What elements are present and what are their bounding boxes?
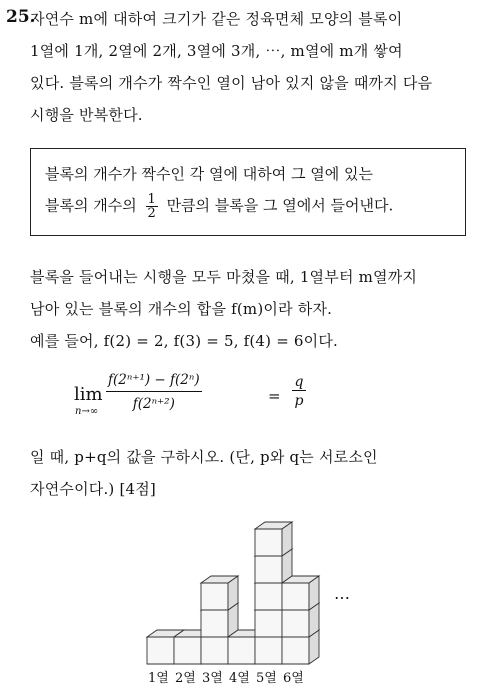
block-front-face xyxy=(282,637,309,664)
after-line-2: 남아 있는 블록의 개수의 합을 f(m)이라 하자. xyxy=(30,300,333,318)
formula-numerator: f(2ⁿ⁺¹) − f(2ⁿ) xyxy=(108,372,200,388)
after-line-1: 블록을 들어내는 시행을 모두 마쳤을 때, 1열부터 m열까지 xyxy=(30,268,418,286)
block-front-face xyxy=(255,583,282,610)
fraction-denominator: 2 xyxy=(147,206,156,221)
problem-line-3: 있다. 블록의 개수가 짝수인 열이 남아 있지 않을 때까지 다음 xyxy=(30,74,433,92)
column-label: 6열 xyxy=(283,671,304,686)
block-front-face xyxy=(282,583,309,610)
question-line-1: 일 때, p+q의 값을 구하시오. (단, p와 q는 서로소인 xyxy=(30,448,378,466)
block-front-face xyxy=(174,637,201,664)
ellipsis: ⋯ xyxy=(334,588,352,607)
formula-denominator: f(2ⁿ⁺²) xyxy=(106,391,202,412)
fraction-numerator: 1 xyxy=(147,192,156,207)
block-front-face xyxy=(201,583,228,610)
block-front-face xyxy=(255,610,282,637)
problem-line-2: 1열에 1개, 2열에 2개, 3열에 3개, ⋯, m열에 m개 쌓여 xyxy=(30,42,403,60)
problem-line-4: 시행을 반복한다. xyxy=(30,106,143,124)
column-label: 2열 xyxy=(175,671,196,686)
after-line-3: 예를 들어, f(2) = 2, f(3) = 5, f(4) = 6이다. xyxy=(30,332,339,350)
rhs-numerator: q xyxy=(294,374,304,390)
block-front-face xyxy=(255,637,282,664)
question-line-2: 자연수이다.) [4점] xyxy=(30,480,156,498)
formula-equals: = xyxy=(268,387,281,405)
box-line-1: 블록의 개수가 짝수인 각 열에 대하여 그 열에 있는 xyxy=(45,165,373,183)
column-label: 3열 xyxy=(202,671,223,686)
block-front-face xyxy=(255,556,282,583)
block-front-face xyxy=(282,610,309,637)
column-label: 5열 xyxy=(256,671,277,686)
box-line-2-pre: 블록의 개수의 xyxy=(45,196,137,215)
block-front-face xyxy=(255,529,282,556)
block-front-face xyxy=(147,637,174,664)
column-label: 4열 xyxy=(229,671,250,686)
problem-number: 25. xyxy=(6,7,36,27)
limit-subscript: n→∞ xyxy=(75,406,99,417)
block-front-face xyxy=(201,610,228,637)
limit-symbol: lim xyxy=(74,384,103,405)
column-label: 1열 xyxy=(148,671,169,686)
block-front-face xyxy=(228,637,255,664)
block-front-face xyxy=(201,637,228,664)
rhs-denominator: p xyxy=(292,390,306,409)
problem-line-1: 자연수 m에 대하여 크기가 같은 정육면체 모양의 블록이 xyxy=(30,10,403,28)
box-line-2-post: 만큼의 블록을 그 열에서 들어낸다. xyxy=(166,196,394,215)
